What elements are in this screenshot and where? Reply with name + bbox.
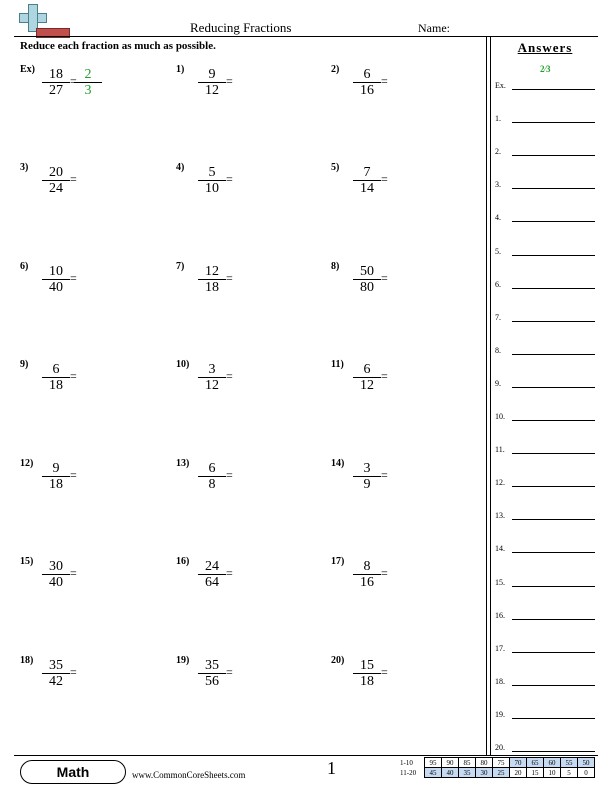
equals-sign: =: [226, 468, 233, 482]
problem-number: 17): [331, 556, 345, 567]
fraction: [198, 165, 226, 196]
answer-label: 8.: [495, 345, 501, 355]
score-cell: 20: [510, 768, 527, 778]
equals-sign: =: [70, 566, 77, 580]
fraction: [42, 264, 70, 295]
answer-line[interactable]: [495, 635, 595, 655]
numerator: 12: [205, 264, 219, 279]
page-number: 1: [327, 758, 336, 778]
numerator: 6: [208, 461, 216, 476]
problem-number: 2): [331, 64, 340, 75]
equals-sign: =: [70, 665, 77, 679]
answer-label: 5.: [495, 246, 501, 256]
equals-sign: =: [226, 74, 233, 88]
answer-blank[interactable]: [512, 519, 595, 520]
denominator: 18: [198, 279, 226, 295]
fraction: [353, 461, 381, 492]
answer-label: 6.: [495, 279, 501, 289]
answer-line[interactable]: [495, 701, 595, 721]
fraction: [198, 362, 226, 393]
equals-sign: =: [70, 271, 77, 285]
denominator: 16: [353, 82, 381, 98]
score-cell: 70: [510, 758, 527, 768]
numerator: 3: [208, 362, 216, 377]
answer-blank[interactable]: [512, 453, 595, 454]
answer-line[interactable]: [495, 105, 595, 125]
numerator: 30: [49, 559, 63, 574]
problem-number: 19): [176, 655, 190, 666]
problem-number: 15): [20, 556, 34, 567]
answer-example-numerator: 2: [540, 64, 545, 74]
equals-sign: =: [70, 468, 77, 482]
score-cell: 35: [459, 768, 476, 778]
equals-sign: =: [226, 566, 233, 580]
answer-line[interactable]: [495, 238, 595, 258]
answer-blank[interactable]: [512, 718, 595, 719]
score-cell: 90: [442, 758, 459, 768]
fraction: [353, 658, 381, 689]
answer-blank[interactable]: [512, 486, 595, 487]
answer-label: 7.: [495, 312, 501, 322]
numerator: 20: [49, 165, 63, 180]
answer-blank[interactable]: [512, 751, 595, 752]
score-cell: 30: [476, 768, 493, 778]
fraction: [42, 461, 70, 492]
answer-label: 1.: [495, 114, 501, 124]
score-cell: 10: [544, 768, 561, 778]
denominator: 40: [42, 574, 70, 590]
score-cell: 85: [459, 758, 476, 768]
denominator: 14: [353, 180, 381, 196]
answer-label: 13.: [495, 511, 505, 521]
score-cell: 50: [578, 758, 595, 768]
answer-label: 2.: [495, 147, 501, 157]
answer-line-example[interactable]: [495, 72, 595, 92]
numerator: 18: [49, 67, 63, 82]
problem-number: 10): [176, 359, 190, 370]
score-cell: 55: [561, 758, 578, 768]
numerator: 6: [363, 362, 371, 377]
answer-label: 20.: [495, 743, 505, 752]
answer-line[interactable]: [495, 569, 595, 589]
equals-sign: =: [381, 74, 388, 88]
problem-number: 8): [331, 261, 340, 272]
denominator: 18: [353, 673, 381, 689]
score-cell: 80: [476, 758, 493, 768]
footer-divider: [14, 755, 598, 756]
problem-number: 12): [20, 458, 34, 469]
equals-sign: =: [381, 172, 388, 186]
answer-numerator: 2: [84, 67, 92, 82]
numerator: 6: [363, 67, 371, 82]
answer-line[interactable]: [495, 734, 595, 754]
answer-blank[interactable]: [512, 387, 595, 388]
equals-sign: =: [226, 271, 233, 285]
denominator: 16: [353, 574, 381, 590]
answer-label: 9.: [495, 378, 501, 388]
fraction: [42, 165, 70, 196]
equals-sign: =: [70, 369, 77, 383]
equals-sign: =: [381, 468, 388, 482]
denominator: 9: [353, 476, 381, 492]
numerator: 9: [208, 67, 216, 82]
denominator: 12: [353, 377, 381, 393]
answer-example: 2⁄3: [540, 64, 551, 74]
answer-label: 16.: [495, 610, 505, 620]
problem-number: 11): [331, 359, 344, 370]
answer-line[interactable]: [495, 469, 595, 489]
answer-label: 18.: [495, 676, 505, 686]
numerator: 8: [363, 559, 371, 574]
equals-sign: =: [226, 369, 233, 383]
denominator: 18: [42, 377, 70, 393]
problem-number: Ex): [20, 64, 35, 75]
numerator: 3: [363, 461, 371, 476]
problem-number: 4): [176, 162, 185, 173]
problem-number: 1): [176, 64, 185, 75]
answer-column-divider: [486, 37, 491, 755]
numerator: 15: [360, 658, 374, 673]
denominator: 80: [353, 279, 381, 295]
denominator: 64: [198, 574, 226, 590]
numerator: 7: [363, 165, 371, 180]
answer-label: 12.: [495, 478, 505, 488]
fraction: [198, 264, 226, 295]
answer-label: 15.: [495, 577, 505, 587]
answer-blank[interactable]: [512, 685, 595, 686]
equals-sign: =: [381, 369, 388, 383]
answer-blank[interactable]: [512, 420, 595, 421]
problem-number: 6): [20, 261, 29, 272]
score-row-label: 11-20: [400, 768, 417, 777]
equals-sign: =: [226, 665, 233, 679]
score-cell: 60: [544, 758, 561, 768]
denominator: 27: [42, 82, 70, 98]
answer-line[interactable]: [495, 436, 595, 456]
denominator: 42: [42, 673, 70, 689]
answer-line[interactable]: [495, 138, 595, 158]
score-cell: 65: [527, 758, 544, 768]
score-cell: 40: [442, 768, 459, 778]
score-cell: 45: [425, 768, 442, 778]
answer-blank[interactable]: [512, 619, 595, 620]
numerator: 50: [360, 264, 374, 279]
numerator: 5: [208, 165, 216, 180]
problem-number: 9): [20, 359, 29, 370]
problem-number: 13): [176, 458, 190, 469]
problem-number: 20): [331, 655, 345, 666]
equals-sign: =: [381, 271, 388, 285]
score-cell: 0: [578, 768, 595, 778]
score-table: [398, 757, 595, 778]
answer-line[interactable]: [495, 668, 595, 688]
denominator: 12: [198, 82, 226, 98]
answer-label: 4.: [495, 213, 501, 223]
answer-line[interactable]: [495, 204, 595, 224]
answer-blank[interactable]: [512, 321, 595, 322]
fraction: [353, 264, 381, 295]
denominator: 10: [198, 180, 226, 196]
denominator: 12: [198, 377, 226, 393]
fraction: [198, 67, 226, 98]
denominator: 18: [42, 476, 70, 492]
equals-sign: =: [70, 74, 77, 88]
answer-blank[interactable]: [512, 221, 595, 222]
answer-label: 10.: [495, 412, 505, 421]
answer-blank[interactable]: [512, 89, 595, 90]
denominator: 40: [42, 279, 70, 295]
score-cell: 5: [561, 768, 578, 778]
numerator: 10: [49, 264, 63, 279]
answer-blank[interactable]: [512, 122, 595, 123]
equals-sign: =: [226, 172, 233, 186]
answers-title: Answers: [517, 40, 573, 55]
answer-line[interactable]: [495, 171, 595, 191]
problem-number: 18): [20, 655, 34, 666]
fraction: [42, 67, 70, 98]
answer-blank[interactable]: [512, 288, 595, 289]
fraction: [353, 165, 381, 196]
answer-line[interactable]: [495, 370, 595, 390]
answer-line[interactable]: [495, 602, 595, 622]
fraction: [42, 559, 70, 590]
answer-line[interactable]: [495, 403, 595, 423]
score-cell: 25: [493, 768, 510, 778]
answer-line[interactable]: [495, 304, 595, 324]
answer-label: 19.: [495, 709, 505, 719]
answer-example-denominator: 3: [546, 64, 551, 74]
name-label: Name:: [418, 21, 450, 35]
answer-label: Ex.: [495, 81, 506, 90]
math-badge: Math: [20, 760, 126, 784]
answer-blank[interactable]: [512, 155, 595, 156]
answer-label: 3.: [495, 180, 501, 190]
score-row-label: 1-10: [400, 758, 413, 767]
denominator: 56: [198, 673, 226, 689]
numerator: 24: [205, 559, 219, 574]
header-divider: [14, 36, 598, 37]
fraction: [353, 559, 381, 590]
answer-blank[interactable]: [512, 255, 595, 256]
answer-line[interactable]: [495, 502, 595, 522]
problem-number: 7): [176, 261, 185, 272]
score-cell: 95: [425, 758, 442, 768]
answer-line[interactable]: [495, 535, 595, 555]
answer-label: 14.: [495, 544, 505, 554]
fraction: [42, 362, 70, 393]
instructions: Reduce each fraction as much as possible.: [20, 40, 216, 52]
problem-number: 14): [331, 458, 345, 469]
answer-label: 17.: [495, 643, 505, 653]
answer-label: 11.: [495, 445, 505, 455]
equals-sign: =: [381, 566, 388, 580]
answer-blank[interactable]: [512, 354, 595, 355]
equals-sign: =: [70, 172, 77, 186]
answer-blank[interactable]: [512, 586, 595, 587]
score-cell: 15: [527, 768, 544, 778]
fraction: [353, 67, 381, 98]
site-url: www.CommonCoreSheets.com: [132, 770, 246, 780]
answer-line[interactable]: [495, 337, 595, 357]
numerator: 6: [52, 362, 60, 377]
denominator: 8: [198, 476, 226, 492]
fraction: [42, 658, 70, 689]
numerator: 35: [205, 658, 219, 673]
answer-blank[interactable]: [512, 188, 595, 189]
answer-blank[interactable]: [512, 652, 595, 653]
equals-sign: =: [381, 665, 388, 679]
numerator: 9: [52, 461, 60, 476]
page-title: Reducing Fractions: [190, 20, 292, 35]
score-cell: 75: [493, 758, 510, 768]
example-answer-fraction: [74, 67, 102, 98]
answer-line[interactable]: [495, 271, 595, 291]
logo: [16, 4, 70, 36]
fraction: [198, 461, 226, 492]
problem-number: 16): [176, 556, 190, 567]
answer-blank[interactable]: [512, 552, 595, 553]
score-row: [398, 758, 595, 768]
problem-number: 3): [20, 162, 29, 173]
problem-number: 5): [331, 162, 340, 173]
fraction: [198, 559, 226, 590]
fraction: [353, 362, 381, 393]
numerator: 35: [49, 658, 63, 673]
fraction: [198, 658, 226, 689]
denominator: 24: [42, 180, 70, 196]
answer-denominator: 3: [74, 82, 102, 98]
score-row: [398, 768, 595, 778]
